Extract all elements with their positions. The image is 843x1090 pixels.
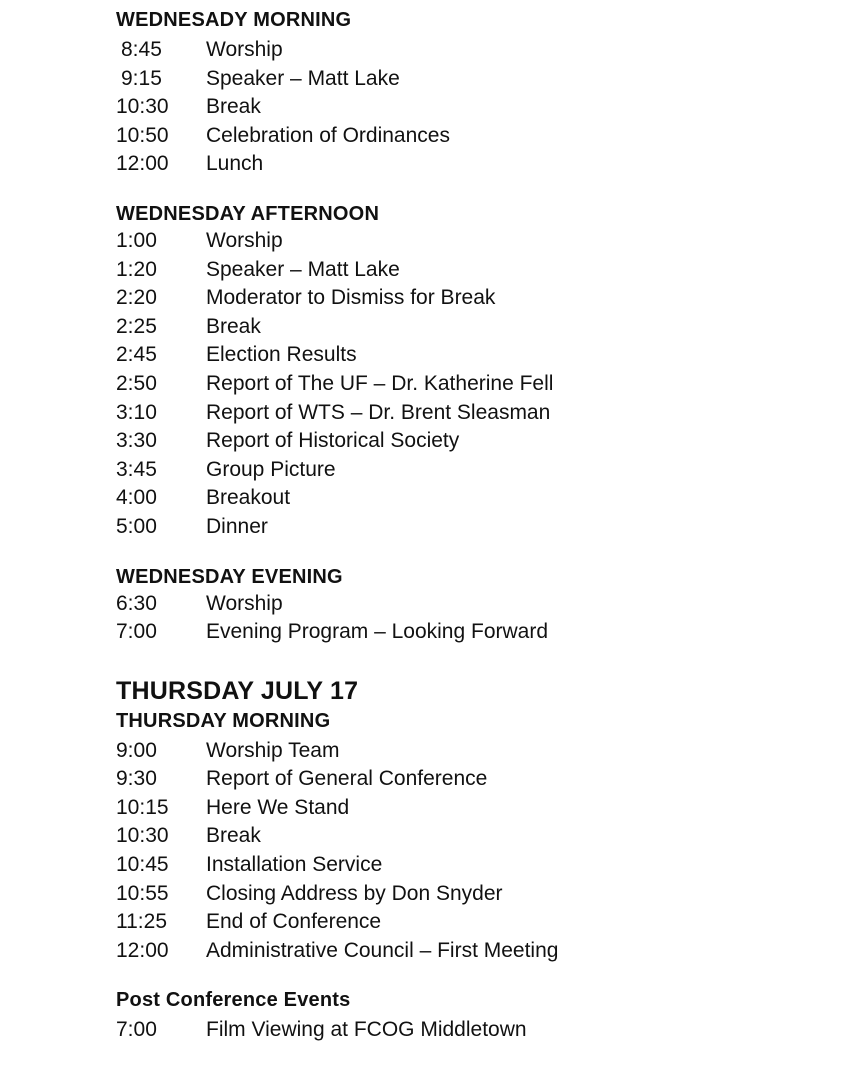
time-label: 10:45 [116, 853, 169, 877]
event-label: Report of Historical Society [206, 429, 460, 453]
time-label: 2:25 [116, 314, 157, 338]
time-label: 8:45 [121, 38, 162, 61]
event-label: Worship [206, 228, 283, 252]
schedule-row [116, 880, 816, 909]
time-label: 3:10 [116, 400, 157, 424]
section-heading-thursday-morning: THURSDAY MORNING [116, 709, 331, 732]
schedule-row [116, 122, 816, 151]
event-label: Evening Program – Looking Forward [206, 620, 549, 644]
event-label: Group Picture [206, 457, 336, 481]
schedule-row [116, 1016, 816, 1045]
event-label: Speaker – Matt Lake [206, 66, 400, 90]
event-label: Break [206, 314, 261, 338]
time-label: 10:15 [116, 795, 169, 819]
schedule-document [116, 7, 816, 1045]
time-label: 1:20 [116, 257, 157, 281]
schedule-row [116, 399, 816, 428]
event-label: Lunch [206, 152, 264, 176]
schedule-row [116, 427, 816, 456]
day-heading-thursday: THURSDAY JULY 17 [116, 676, 359, 705]
time-label: 1:00 [116, 228, 157, 252]
time-label: 9:30 [116, 767, 157, 791]
time-label: 10:55 [116, 881, 169, 905]
event-label: Moderator to Dismiss for Break [206, 286, 496, 310]
time-label: 12:00 [116, 152, 169, 176]
event-label: Installation Service [206, 853, 383, 877]
schedule-row [116, 227, 816, 256]
event-label: End of Conference [206, 910, 382, 934]
event-label: Celebration of Ordinances [206, 123, 450, 147]
time-label: 7:00 [116, 620, 157, 644]
section-heading-wednesday-evening: WEDNESDAY EVENING [116, 565, 343, 588]
event-label: Worship [206, 38, 283, 61]
schedule-row [116, 737, 816, 766]
schedule-row [116, 341, 816, 370]
schedule-row [116, 313, 816, 342]
schedule-row [116, 851, 816, 880]
event-label: Closing Address by Don Snyder [206, 881, 503, 905]
time-label: 11:25 [116, 910, 167, 934]
schedule-row [116, 513, 816, 542]
section-heading-wednesday-afternoon: WEDNESDAY AFTERNOON [116, 202, 380, 225]
time-label: 3:45 [116, 457, 157, 481]
schedule-row [116, 36, 816, 65]
time-label: 2:50 [116, 371, 157, 395]
schedule-row [116, 822, 816, 851]
schedule-row [116, 765, 816, 794]
event-label: Election Results [206, 343, 357, 367]
event-label: Dinner [206, 514, 268, 538]
schedule-row [116, 256, 816, 285]
time-label: 5:00 [116, 514, 157, 538]
time-label: 2:45 [116, 343, 157, 367]
event-label: Break [206, 95, 261, 119]
schedule-row [116, 284, 816, 313]
time-label: 7:00 [116, 1018, 157, 1042]
event-label: Breakout [206, 486, 291, 510]
section-heading-wednesday-morning: WEDNESADY MORNING [116, 9, 352, 31]
time-label: 2:20 [116, 286, 157, 310]
schedule-row [116, 150, 816, 179]
time-label: 6:30 [116, 591, 157, 615]
schedule-row [116, 908, 816, 937]
schedule-row [116, 93, 816, 122]
event-label: Here We Stand [206, 795, 350, 819]
event-label: Report of WTS – Dr. Brent Sleasman [206, 400, 551, 424]
schedule-row [116, 794, 816, 823]
event-label: Report of General Conference [206, 767, 488, 791]
time-label: 10:30 [116, 95, 169, 119]
time-label: 10:30 [116, 824, 169, 848]
time-label: 12:00 [116, 938, 169, 962]
event-label: Worship Team [206, 738, 340, 762]
time-label: 4:00 [116, 486, 157, 510]
time-label: 3:30 [116, 429, 157, 453]
event-label: Worship [206, 591, 283, 615]
schedule-row [116, 65, 816, 94]
schedule-row [116, 370, 816, 399]
event-label: Speaker – Matt Lake [206, 257, 400, 281]
schedule-row [116, 456, 816, 485]
event-label: Film Viewing at FCOG Middletown [206, 1018, 527, 1042]
time-label: 9:00 [116, 738, 157, 762]
section-heading-post-conference: Post Conference Events [116, 989, 351, 1012]
time-label: 9:15 [121, 66, 162, 90]
event-label: Administrative Council – First Meeting [206, 938, 559, 962]
event-label: Break [206, 824, 261, 848]
schedule-row [116, 937, 816, 966]
schedule-row [116, 484, 816, 513]
time-label: 10:50 [116, 123, 169, 147]
event-label: Report of The UF – Dr. Katherine Fell [206, 371, 554, 395]
schedule-row [116, 590, 816, 619]
schedule-row [116, 618, 816, 647]
